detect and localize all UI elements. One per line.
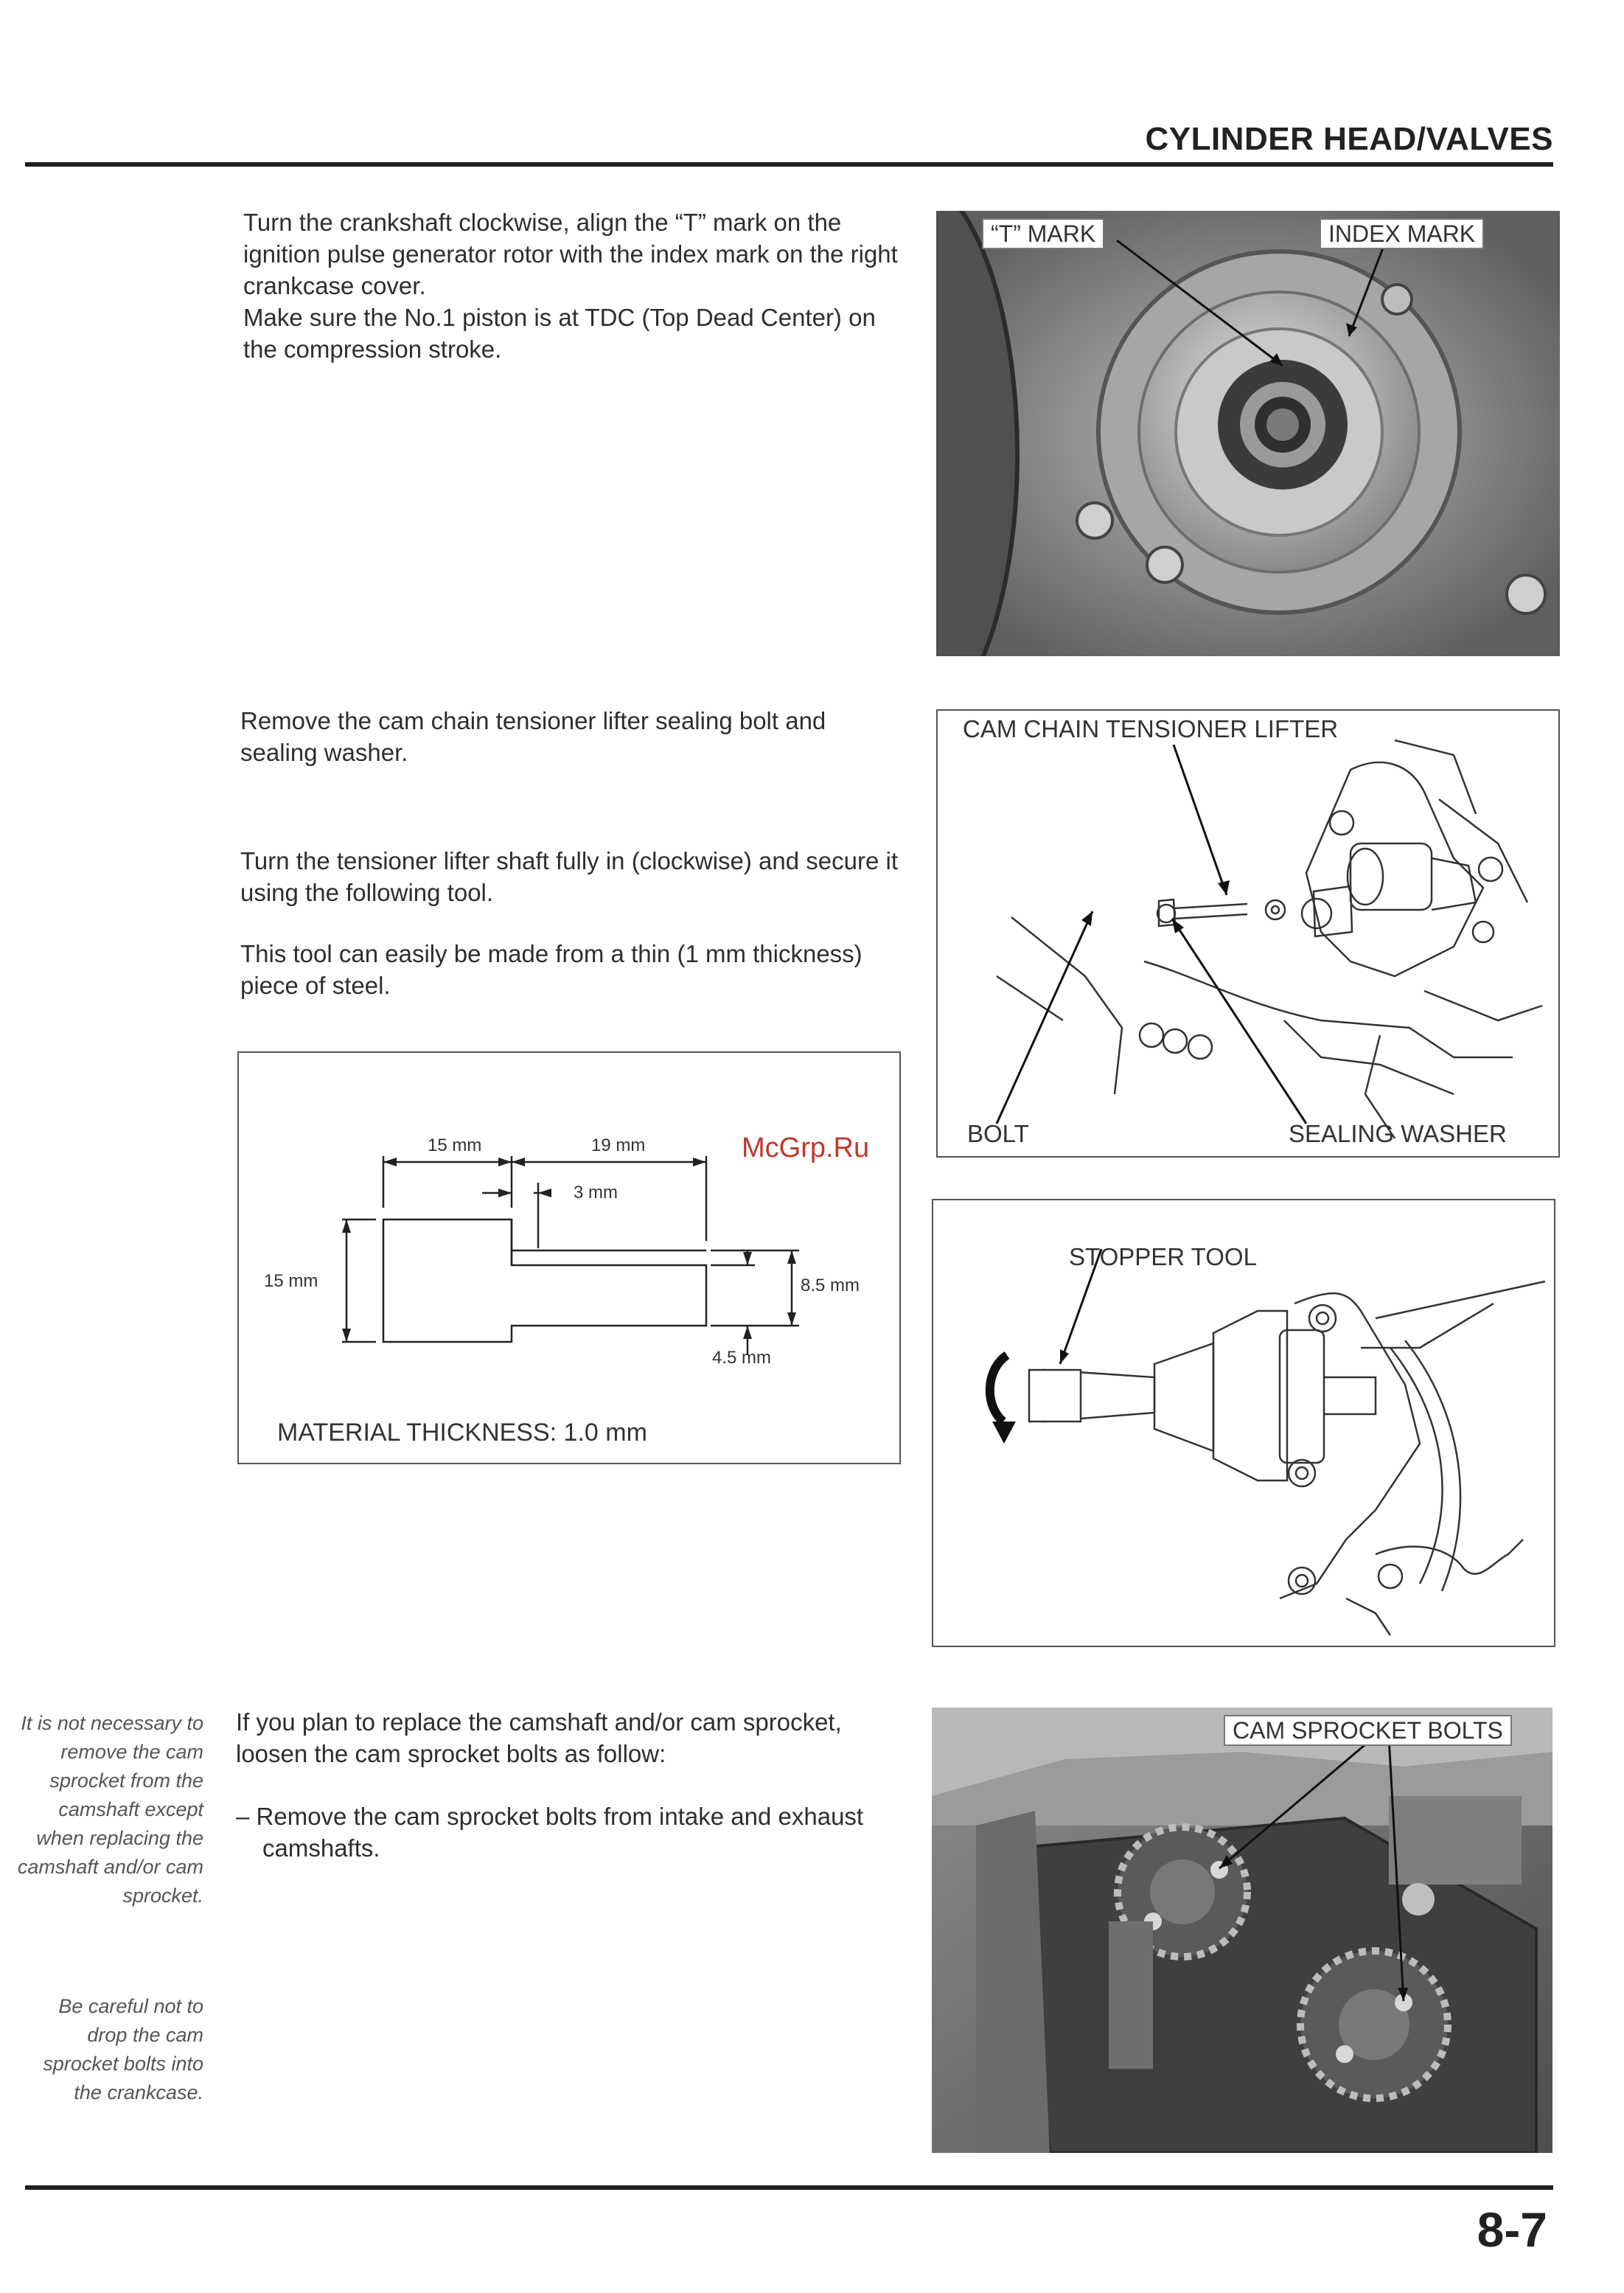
- tensioner-lifter-label: CAM CHAIN TENSIONER LIFTER: [963, 715, 1339, 742]
- dim-4-5mm-height: 4.5 mm: [712, 1348, 772, 1368]
- timing-mark-photo-graphic: [936, 211, 1560, 656]
- section-title: CYLINDER HEAD/VALVES: [1145, 121, 1553, 157]
- cam-sprocket-photo: [932, 1708, 1552, 2153]
- dim-3mm-step: 3 mm: [574, 1183, 618, 1203]
- dim-19mm-width: 19 mm: [591, 1135, 646, 1155]
- dim-15mm-height: 15 mm: [264, 1271, 318, 1291]
- dim-15mm-width: 15 mm: [428, 1135, 482, 1155]
- bolt-label: BOLT: [967, 1120, 1029, 1147]
- side-note-not-necessary: It is not necessary to remove the cam sprocket from the camshaft except when replacing the camshaft and/or cam sprocket.: [17, 1712, 203, 1907]
- watermark-text: McGrp.Ru: [742, 1132, 870, 1163]
- stopper-tool-dimension-drawing: [237, 1051, 901, 1464]
- remove-sealing-bolt-text: Remove the cam chain tensioner lifter sealing bolt and sealing washer.: [240, 707, 826, 766]
- timing-mark-photo: [936, 211, 1560, 656]
- turn-lifter-shaft-text: Turn the tensioner lifter shaft fully in (clockwise) and secure it using the following tool.: [240, 847, 898, 906]
- remove-sprocket-bolts-step: – Remove the cam sprocket bolts from intake and exhaust camshafts.: [236, 1803, 864, 1862]
- cam-sprocket-photo-graphic: [932, 1708, 1552, 2153]
- sealing-washer-label: SEALING WASHER: [1289, 1120, 1507, 1147]
- index-mark-label: INDEX MARK: [1320, 218, 1484, 249]
- footer-rule: [25, 2185, 1553, 2190]
- dim-8-5mm-height: 8.5 mm: [801, 1276, 860, 1295]
- tool-material-text: This tool can easily be made from a thin (1 mm thickness) piece of steel.: [240, 940, 862, 999]
- header-rule: [25, 162, 1553, 167]
- t-mark-label: “T” MARK: [982, 218, 1104, 249]
- stopper-tool-figure: [932, 1199, 1555, 1647]
- tdc-instructions: Turn the crankshaft clockwise, align the “T” mark on the ignition pulse generator rotor with the index mark on the right crankcase cover. Make sure the No.1 piston is at TDC (Top Dead Center) on the compression stroke.: [243, 209, 898, 363]
- tool-dimension-graphic: [239, 1053, 899, 1463]
- side-note-be-careful: Be careful not to drop the cam sprocket bolts into the crankcase.: [43, 1995, 203, 2104]
- cam-sprocket-bolts-label: CAM SPROCKET BOLTS: [1224, 1715, 1512, 1746]
- tensioner-lifter-figure: [936, 709, 1560, 1158]
- stopper-tool-label: STOPPER TOOL: [1069, 1243, 1257, 1270]
- material-thickness-label: MATERIAL THICKNESS: 1.0 mm: [277, 1419, 647, 1447]
- page-number: 8-7: [1477, 2202, 1547, 2257]
- tensioner-lifter-drawing: [938, 711, 1558, 1156]
- sprocket-bolt-instructions: If you plan to replace the camshaft and/or cam sprocket, loosen the cam sprocket bolts as follow:: [236, 1708, 842, 1767]
